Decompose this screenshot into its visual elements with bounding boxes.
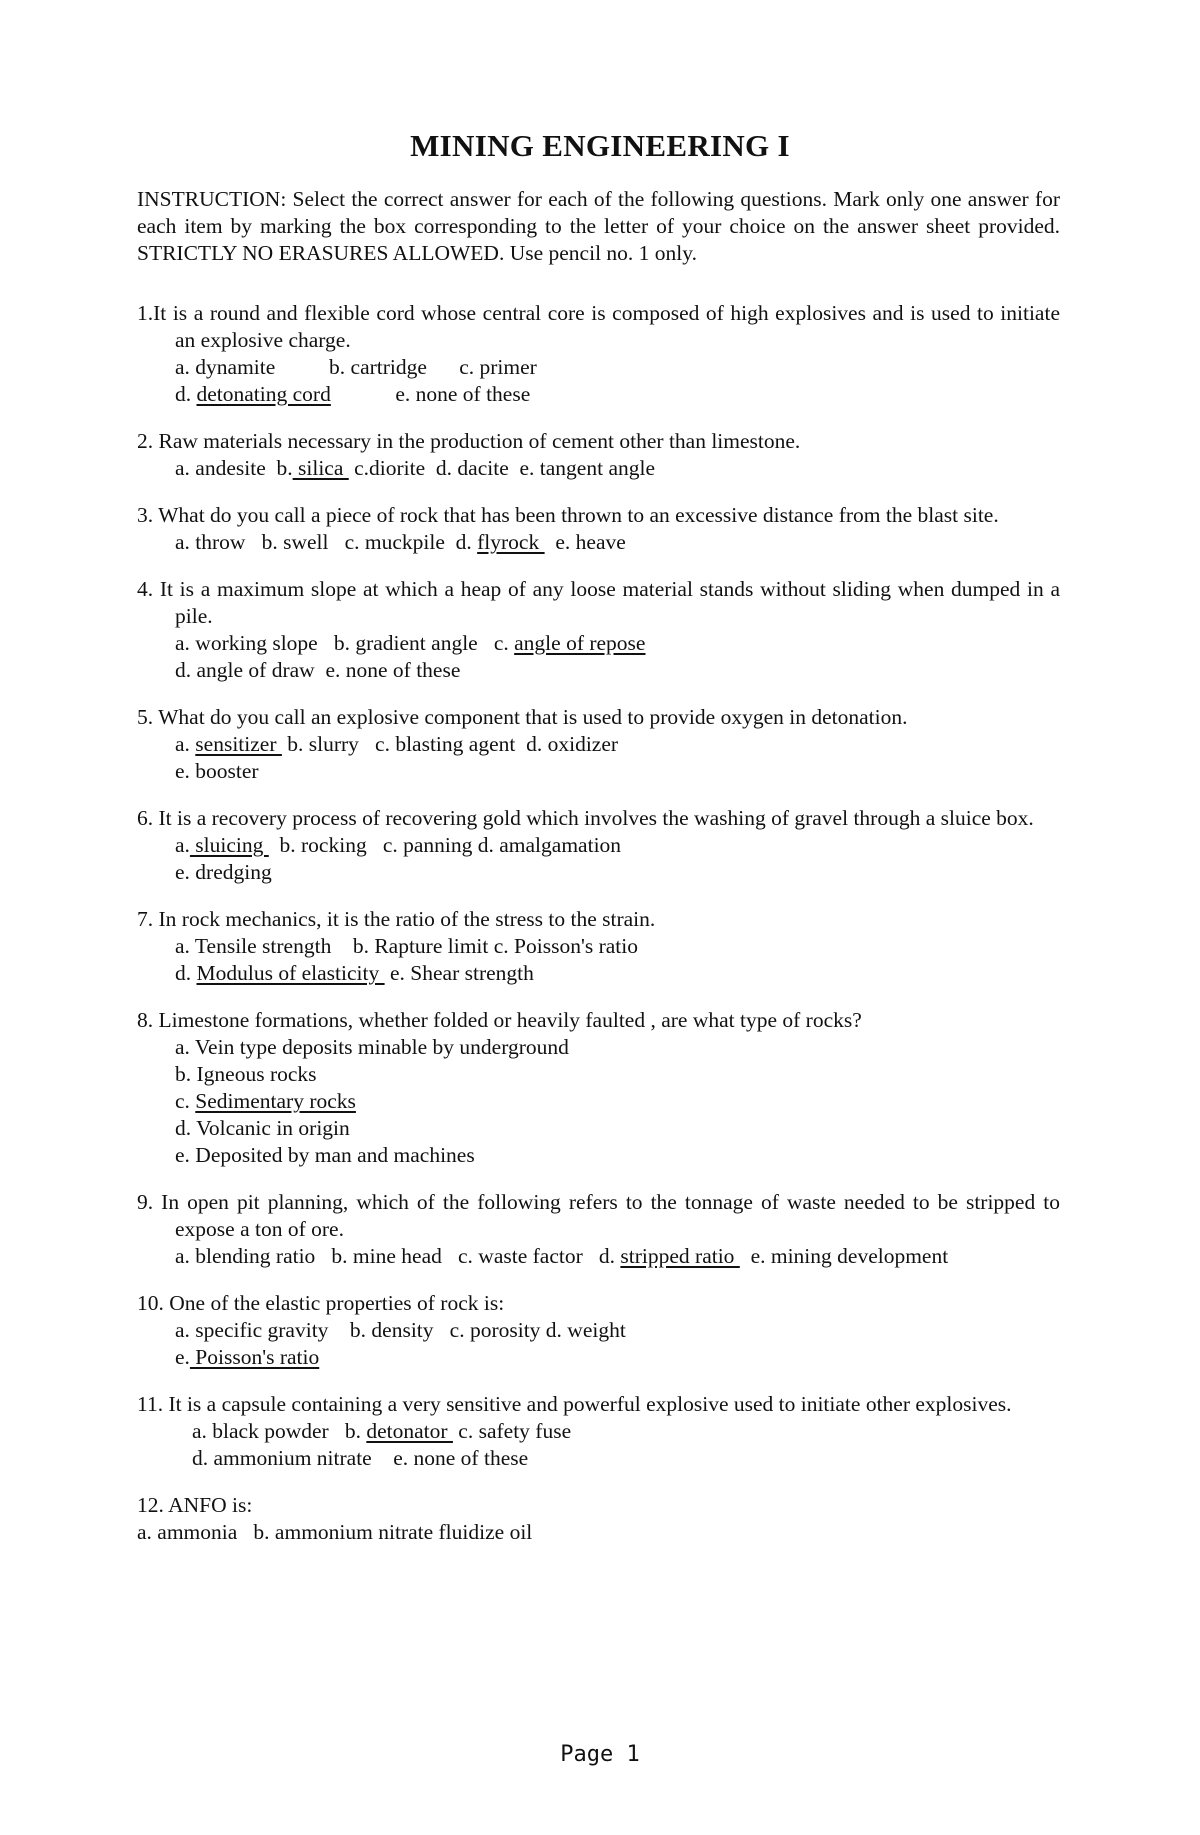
option-b: b. Igneous rocks xyxy=(175,1062,317,1086)
question-stem: 11. It is a capsule containing a very sensitive and powerful explosive used to initiate other explosives. xyxy=(137,1392,1012,1416)
underlined-answer: silica xyxy=(292,456,349,480)
option-text: d. xyxy=(175,961,197,985)
options-line xyxy=(137,1243,1060,1270)
page-title: MINING ENGINEERING I xyxy=(410,128,790,163)
underlined-answer: stripped ratio xyxy=(620,1244,740,1268)
option-text: a. xyxy=(175,732,196,756)
page-number: Page 1 xyxy=(560,1742,640,1767)
options-line xyxy=(137,630,1060,657)
question-8 xyxy=(137,1007,1060,1169)
option-text: b. slurry c. blasting agent d. oxidizer xyxy=(281,732,619,756)
question-stem: 1.It is a round and flexible cord whose central core is composed of high explosives and is used to initiate an explosive charge. xyxy=(137,301,1060,352)
question-stem: 10. One of the elastic properties of rock is: xyxy=(137,1291,505,1315)
option-text: c. safety fuse xyxy=(452,1419,572,1443)
question-3 xyxy=(137,502,1060,556)
option-text: e. none of these xyxy=(330,382,531,406)
options-line xyxy=(137,960,1060,987)
question-1 xyxy=(137,300,1060,408)
options-line xyxy=(137,1344,1060,1371)
underlined-answer: Sedimentary rocks xyxy=(195,1089,356,1113)
options-line: a. Tensile strength b. Rapture limit c. Poisson's ratio xyxy=(175,934,638,958)
underlined-answer: sensitizer xyxy=(195,732,282,756)
options-line: a. dynamite b. cartridge c. primer xyxy=(175,355,537,379)
option-text: a. andesite b. xyxy=(175,456,293,480)
question-stem: 3. What do you call a piece of rock that has been thrown to an excessive distance from the blast site. xyxy=(137,503,999,527)
question-stem: 5. What do you call an explosive component that is used to provide oxygen in detonation. xyxy=(137,705,908,729)
question-10 xyxy=(137,1290,1060,1371)
option-e: e. Deposited by man and machines xyxy=(175,1143,475,1167)
options-line xyxy=(137,731,1060,758)
option-d: d. Volcanic in origin xyxy=(175,1116,350,1140)
question-6 xyxy=(137,805,1060,886)
question-stem: 7. In rock mechanics, it is the ratio of the stress to the strain. xyxy=(137,907,656,931)
options-line xyxy=(137,455,1060,482)
options-line xyxy=(137,1418,1060,1445)
question-stem: 8. Limestone formations, whether folded or heavily faulted , are what type of rocks? xyxy=(137,1008,862,1032)
option-a: a. Vein type deposits minable by underground xyxy=(175,1035,569,1059)
underlined-answer: Poisson's ratio xyxy=(189,1345,320,1369)
option-c xyxy=(137,1088,1060,1115)
underlined-answer: detonating cord xyxy=(196,382,331,406)
options-line xyxy=(137,832,1060,859)
option-text: a. throw b. swell c. muckpile d. xyxy=(175,530,478,554)
options-line: a. ammonia b. ammonium nitrate fluidize oil xyxy=(137,1520,533,1544)
question-stem: 4. It is a maximum slope at which a heap of any loose material stands without sliding when dumped in a pile. xyxy=(137,577,1060,628)
question-7 xyxy=(137,906,1060,987)
underlined-answer: sluicing xyxy=(189,833,269,857)
question-12 xyxy=(137,1492,1060,1546)
option-text: e. Shear strength xyxy=(384,961,534,985)
question-2 xyxy=(137,428,1060,482)
underlined-answer: flyrock xyxy=(477,530,545,554)
option-text: b. rocking c. panning d. amalgamation xyxy=(268,833,622,857)
question-11 xyxy=(137,1391,1060,1472)
option-text: c.diorite d. dacite e. tangent angle xyxy=(348,456,655,480)
question-list xyxy=(137,300,1060,1546)
question-stem: 2. Raw materials necessary in the production of cement other than limestone. xyxy=(137,429,801,453)
options-line: e. dredging xyxy=(175,860,272,884)
question-stem: 12. ANFO is: xyxy=(137,1493,253,1517)
option-text: e. heave xyxy=(544,530,626,554)
option-text: d. xyxy=(175,382,197,406)
options-line: d. angle of draw e. none of these xyxy=(175,658,461,682)
option-text: a. xyxy=(175,833,190,857)
option-text: a. blending ratio b. mine head c. waste factor d. xyxy=(175,1244,621,1268)
option-text: a. working slope b. gradient angle c. xyxy=(175,631,515,655)
option-text: c. xyxy=(175,1089,196,1113)
options-line xyxy=(137,529,1060,556)
question-stem: 6. It is a recovery process of recovering gold which involves the washing of gravel through a sluice box. xyxy=(137,806,1034,830)
options-line: e. booster xyxy=(175,759,259,783)
question-4 xyxy=(137,576,1060,684)
option-text: e. xyxy=(175,1345,190,1369)
question-9 xyxy=(137,1189,1060,1270)
question-stem: 9. In open pit planning, which of the following refers to the tonnage of waste needed to be stripped to expose a ton of ore. xyxy=(137,1190,1060,1241)
underlined-answer: angle of repose xyxy=(514,631,646,655)
underlined-answer: Modulus of elasticity xyxy=(196,961,385,985)
options-line: d. ammonium nitrate e. none of these xyxy=(192,1446,529,1470)
option-text: a. black powder b. xyxy=(192,1419,367,1443)
options-line: a. specific gravity b. density c. porosity d. weight xyxy=(175,1318,626,1342)
instruction-paragraph: INSTRUCTION: Select the correct answer for each of the following questions. Mark only one answer for each item by marking the box corresponding to the letter of your choice on the answer sheet provided. STRICTLY NO ERASURES ALLOWED. Use pencil no. 1 only. xyxy=(137,187,1060,265)
underlined-answer: detonator xyxy=(366,1419,453,1443)
option-text: e. mining development xyxy=(739,1244,949,1268)
options-line xyxy=(137,381,1060,408)
question-5 xyxy=(137,704,1060,785)
